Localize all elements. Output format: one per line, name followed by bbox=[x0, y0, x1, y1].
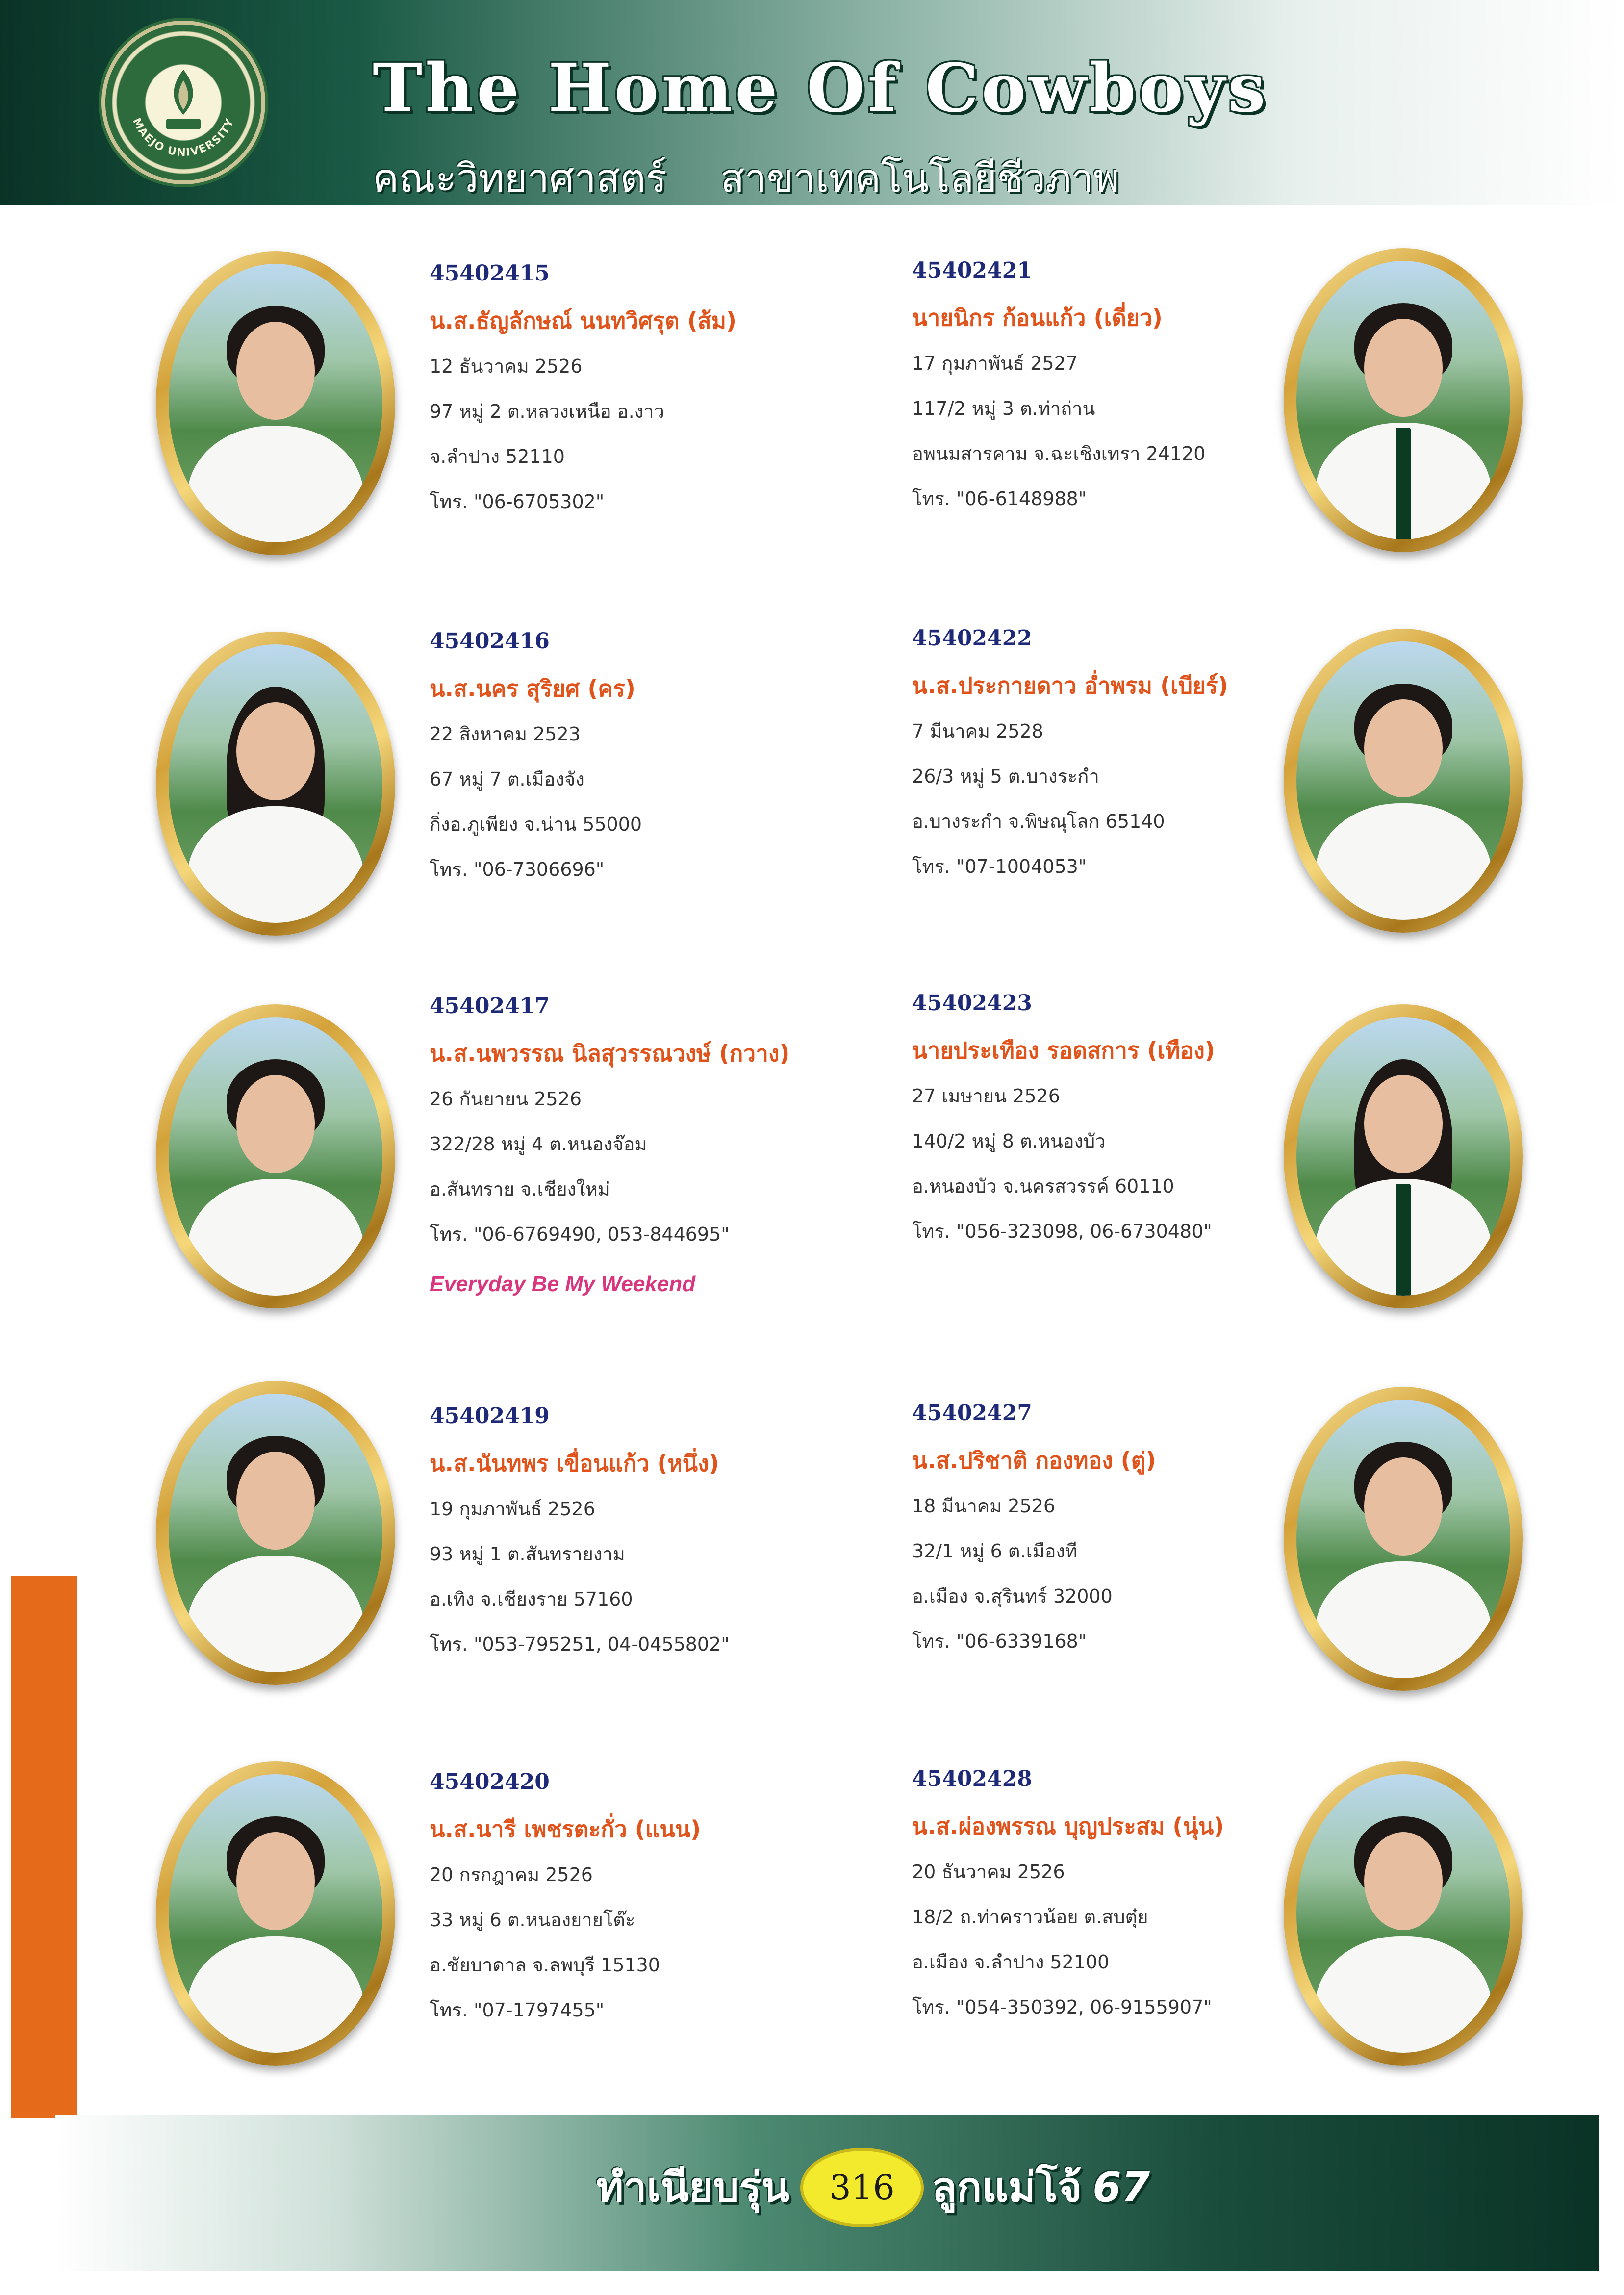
side-accent-bar bbox=[11, 1576, 77, 2118]
student-entry bbox=[430, 261, 871, 536]
phone: โทร. "056-323098, 06-6730480" bbox=[912, 1221, 1212, 1242]
student-name: น.ส.นันทพร เขื่อนแก้ว (หนึ่ง) bbox=[430, 1450, 719, 1477]
student-portrait bbox=[156, 1004, 395, 1308]
birth-date: 20 ธันวาคม 2526 bbox=[912, 1861, 1065, 1883]
student-entry bbox=[430, 1403, 871, 1678]
phone: โทร. "054-350392, 06-9155907" bbox=[912, 1996, 1212, 2018]
footer-batch-number: 67 bbox=[1092, 2163, 1150, 2211]
address-line-1: 33 หมู่ 6 ต.หนองยายโต๊ะ bbox=[430, 1909, 635, 1931]
address-line-1: 140/2 หมู่ 8 ต.หนองบัว bbox=[912, 1130, 1106, 1152]
address-line-2: กิ่งอ.ภูเพียง จ.น่าน 55000 bbox=[430, 814, 642, 835]
university-seal-logo bbox=[105, 25, 261, 180]
student-id: 45402422 bbox=[912, 626, 1032, 651]
student-portrait bbox=[156, 632, 395, 936]
address-line-2: อ.ชัยบาดาล จ.ลพบุรี 15130 bbox=[430, 1954, 660, 1976]
birth-date: 27 เมษายน 2526 bbox=[912, 1085, 1060, 1107]
address-line-1: 18/2 ถ.ท่าคราวน้อย ต.สบตุ๋ย bbox=[912, 1906, 1148, 1928]
student-id: 45402420 bbox=[430, 1769, 550, 1794]
address-line-1: 93 หมู่ 1 ต.สันทรายงาม bbox=[430, 1543, 625, 1565]
student-id: 45402417 bbox=[430, 994, 550, 1019]
student-portrait bbox=[156, 251, 395, 555]
birth-date: 18 มีนาคม 2526 bbox=[912, 1495, 1056, 1517]
birth-date: 22 สิงหาคม 2523 bbox=[430, 723, 581, 745]
student-entry bbox=[430, 1769, 871, 2044]
student-name: น.ส.นคร สุริยศ (คร) bbox=[430, 675, 635, 702]
phone: โทร. "06-6148988" bbox=[912, 488, 1087, 510]
student-id: 45402421 bbox=[912, 258, 1032, 283]
address-line-1: 32/1 หมู่ 6 ต.เมืองที bbox=[912, 1540, 1078, 1562]
footer-class-label bbox=[932, 2154, 1245, 2218]
student-entry bbox=[430, 629, 871, 903]
student-id: 45402423 bbox=[912, 991, 1032, 1016]
student-entry bbox=[430, 994, 871, 1296]
student-portrait bbox=[1284, 1387, 1523, 1691]
header-subtitle bbox=[373, 147, 1353, 201]
footer-school-label: ลูกแม่โจ้ bbox=[932, 2163, 1082, 2211]
student-name: นายประเทือง รอดสการ (เทือง) bbox=[912, 1037, 1215, 1064]
student-motto: Everyday Be My Weekend bbox=[430, 1272, 696, 1296]
phone: โทร. "07-1004053" bbox=[912, 856, 1087, 877]
address-line-2: อ.เมือง จ.สุรินทร์ 32000 bbox=[912, 1585, 1113, 1607]
address-line-1: 26/3 หมู่ 5 ต.บางระกำ bbox=[912, 765, 1099, 787]
student-name: น.ส.นารี เพชรตะกั่ว (แนน) bbox=[430, 1816, 701, 1842]
birth-date: 12 ธันวาคม 2526 bbox=[430, 356, 583, 377]
student-name: น.ส.นพวรรณ นิลสุวรรณวงษ์ (กวาง) bbox=[430, 1040, 790, 1067]
address-line-1: 97 หมู่ 2 ต.หลวงเหนือ อ.งาว bbox=[430, 401, 664, 422]
student-portrait bbox=[1284, 1761, 1523, 2066]
phone: โทร. "06-6339168" bbox=[912, 1631, 1087, 1652]
birth-date: 17 กุมภาพันธ์ 2527 bbox=[912, 353, 1078, 374]
address-line-2: อ.เทิง จ.เชียงราย 57160 bbox=[430, 1588, 633, 1610]
address-line-1: 117/2 หมู่ 3 ต.ท่าถ่าน bbox=[912, 398, 1095, 419]
phone: โทร. "06-7306696" bbox=[430, 859, 605, 880]
address-line-1: 322/28 หมู่ 4 ต.หนองจ๊อม bbox=[430, 1133, 647, 1155]
phone: โทร. "053-795251, 04-0455802" bbox=[430, 1633, 730, 1655]
student-name: นายนิกร ก้อนแก้ว (เดี่ยว) bbox=[912, 305, 1163, 331]
svg-text:MAEJO UNIVERSITY: MAEJO UNIVERSITY bbox=[130, 116, 237, 159]
student-id: 45402415 bbox=[430, 261, 550, 286]
student-id: 45402427 bbox=[912, 1401, 1032, 1426]
birth-date: 26 กันยายน 2526 bbox=[430, 1088, 582, 1110]
student-id: 45402428 bbox=[912, 1766, 1032, 1791]
address-line-2: จ.ลำปาง 52110 bbox=[430, 446, 565, 467]
student-portrait bbox=[1284, 248, 1523, 552]
student-portrait bbox=[1284, 1004, 1523, 1308]
phone: โทร. "06-6705302" bbox=[430, 491, 605, 512]
student-id: 45402419 bbox=[430, 1403, 550, 1428]
seal-emblem-icon bbox=[156, 66, 210, 134]
page-number: 316 bbox=[800, 2148, 924, 2227]
faculty-name: คณะวิทยาศาสตร์ bbox=[373, 155, 667, 201]
footer-yearbook-title: ทำเนียบรุ่น bbox=[596, 2163, 789, 2211]
program-name: สาขาเทคโนโลยีชีวภาพ bbox=[720, 155, 1119, 201]
student-name: น.ส.ธัญลักษณ์ นนทวิศรุต (ส้ม) bbox=[430, 307, 737, 334]
birth-date: 7 มีนาคม 2528 bbox=[912, 720, 1043, 742]
address-line-2: อ.หนองบัว จ.นครสวรรค์ 60110 bbox=[912, 1175, 1174, 1197]
address-line-2: อ.บางระกำ จ.พิษณุโลก 65140 bbox=[912, 811, 1165, 832]
student-portrait bbox=[1284, 629, 1523, 933]
student-id: 45402416 bbox=[430, 629, 550, 654]
phone: โทร. "07-1797455" bbox=[430, 1999, 605, 2021]
student-name: น.ส.ผ่องพรรณ บุญประสม (นุ่น) bbox=[912, 1813, 1224, 1839]
address-line-2: อ.สันทราย จ.เชียงใหม่ bbox=[430, 1178, 610, 1200]
student-portrait bbox=[156, 1761, 395, 2066]
header-title: The Home Of Cowboys bbox=[373, 49, 1269, 128]
birth-date: 19 กุมภาพันธ์ 2526 bbox=[430, 1498, 595, 1520]
address-line-2: อพนมสารคาม จ.ฉะเชิงเทรา 24120 bbox=[912, 443, 1206, 464]
address-line-2: อ.เมือง จ.ลำปาง 52100 bbox=[912, 1951, 1110, 1973]
student-name: น.ส.ประกายดาว อ่ำพรม (เบียร์) bbox=[912, 672, 1228, 699]
phone: โทร. "06-6769490, 053-844695" bbox=[430, 1224, 730, 1245]
birth-date: 20 กรกฎาคม 2526 bbox=[430, 1864, 593, 1886]
address-line-1: 67 หมู่ 7 ต.เมืองจัง bbox=[430, 768, 584, 790]
student-name: น.ส.ปริชาติ กองทอง (ตู่) bbox=[912, 1447, 1156, 1474]
student-portrait bbox=[156, 1381, 395, 1685]
